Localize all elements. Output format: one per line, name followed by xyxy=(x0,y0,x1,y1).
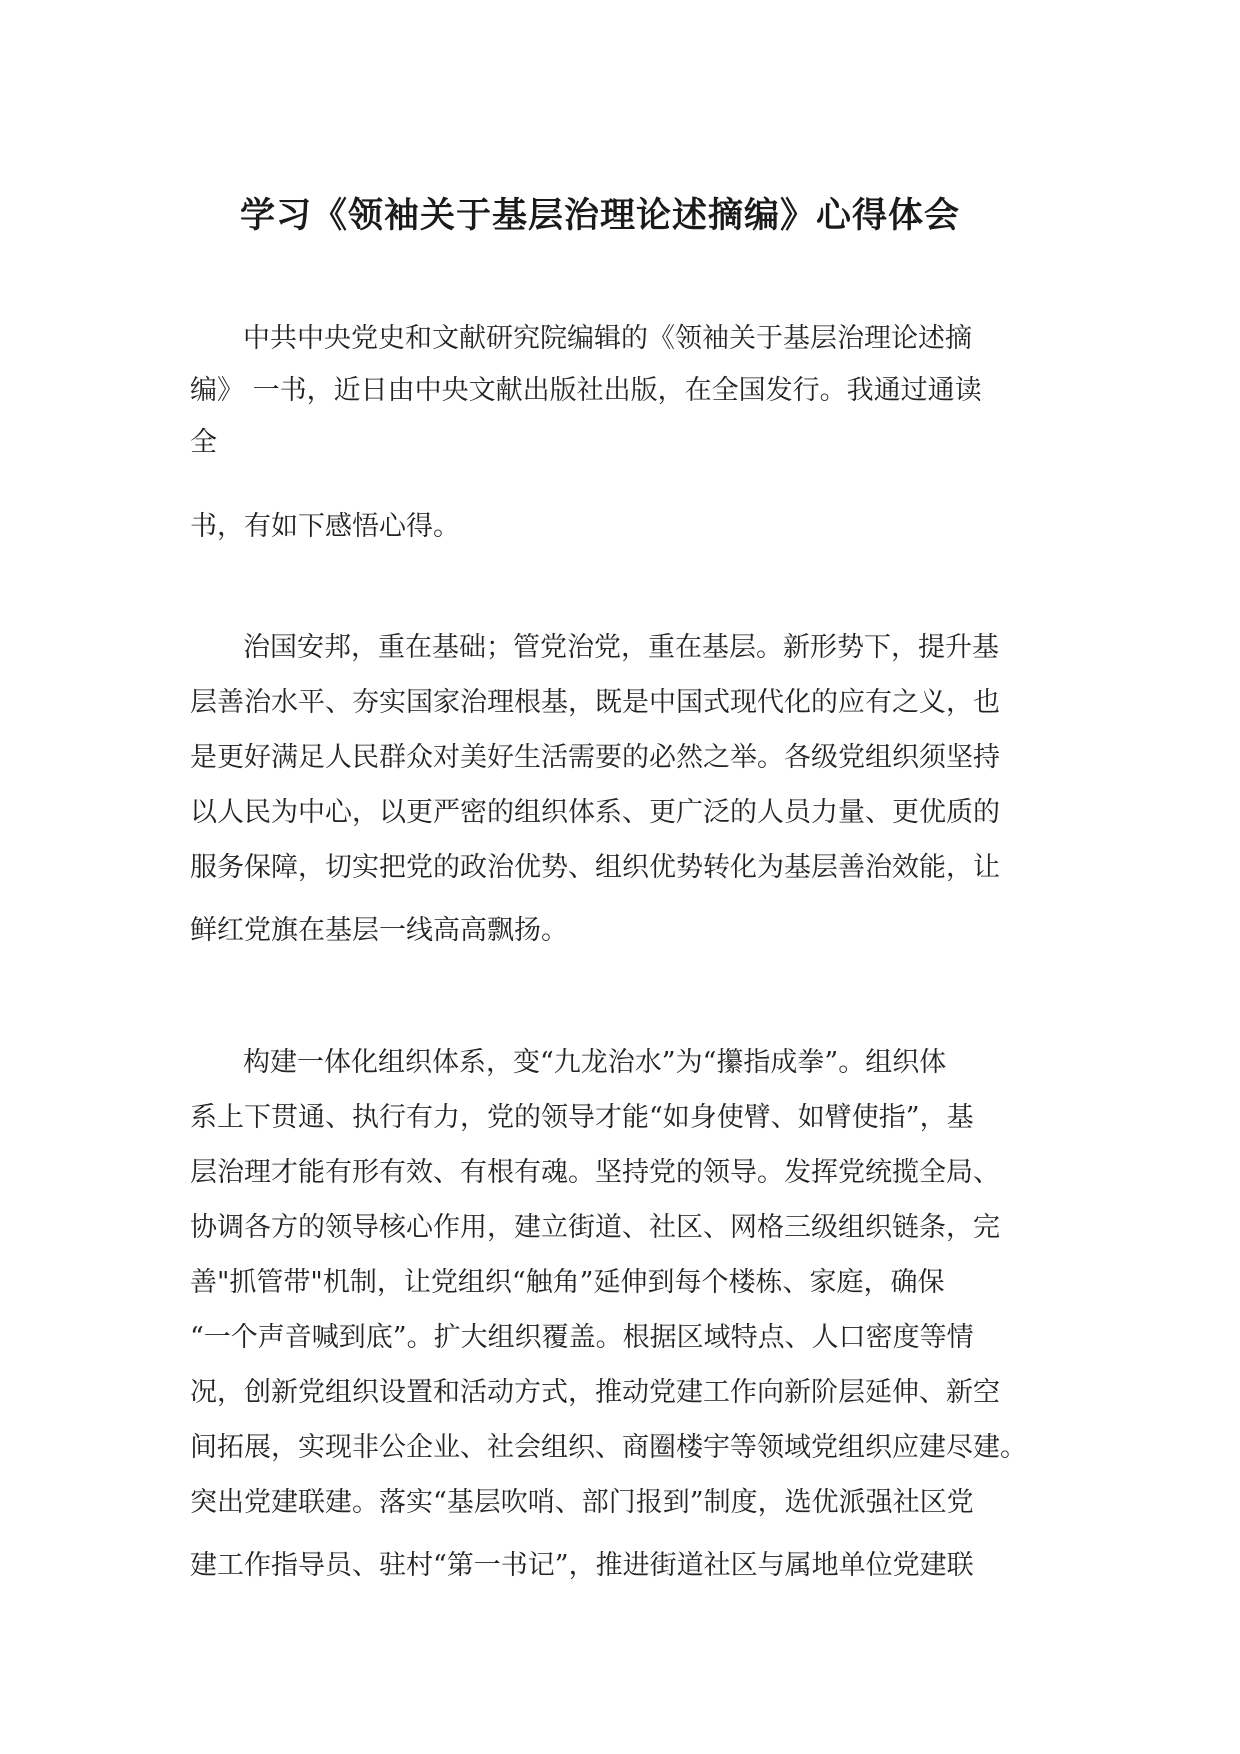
paragraph-3-line-3: 层治理才能有形有效、有根有魂。坚持党的领导。发挥党统揽全局、 xyxy=(190,1157,1000,1188)
paragraph-3-line-2: 系上下贯通、执行有力，党的领导才能“如身使臂、如臂使指”，基 xyxy=(190,1102,974,1133)
paragraph-2-line-1: 治国安邦，重在基础；管党治党，重在基层。新形势下，提升基 xyxy=(243,632,999,663)
paragraph-2-line-3: 是更好满足人民群众对美好生活需要的必然之举。各级党组织须坚持 xyxy=(190,742,1000,773)
paragraph-1-line-1: 中共中央党史和文献研究院编辑的《领袖关于基层治理论述摘 xyxy=(243,323,972,354)
paragraph-2-line-5: 服务保障，切实把党的政治优势、组织优势转化为基层善治效能，让 xyxy=(190,852,1000,883)
paragraph-3-line-10: 建工作指导员、驻村“第一书记”，推进街道社区与属地单位党建联 xyxy=(190,1550,974,1581)
paragraph-3-line-8: 间拓展，实现非公企业、社会组织、商圈楼宇等领域党组织应建尽建。 xyxy=(190,1432,1027,1463)
paragraph-2-line-6: 鲜红党旗在基层一线高高飘扬。 xyxy=(190,915,568,946)
document-title: 学习《领袖关于基层治理论述摘编》心得体会 xyxy=(239,196,960,236)
paragraph-1-line-2: 编》 一书，近日由中央文献出版社出版，在全国发行。我通过通读 xyxy=(190,375,982,406)
paragraph-3-line-5: 善"抓管带"机制，让党组织“触角”延伸到每个楼栋、家庭，确保 xyxy=(190,1267,945,1298)
paragraph-1-line-4: 书，有如下感悟心得。 xyxy=(190,511,460,542)
paragraph-2-line-4: 以人民为中心，以更严密的组织体系、更广泛的人员力量、更优质的 xyxy=(190,797,1000,828)
paragraph-2-line-2: 层善治水平、夯实国家治理根基，既是中国式现代化的应有之义，也 xyxy=(190,687,1000,718)
paragraph-3-line-4: 协调各方的领导核心作用，建立街道、社区、网格三级组织链条，完 xyxy=(190,1212,1000,1243)
paragraph-3-line-6: “一个声音喊到底”。扩大组织覆盖。根据区域特点、人口密度等情 xyxy=(190,1322,974,1353)
paragraph-1-line-3: 全 xyxy=(190,427,217,458)
paragraph-3-line-1: 构建一体化组织体系，变“九龙治水”为“攥指成拳”。组织体 xyxy=(243,1047,947,1078)
paragraph-3-line-7: 况，创新党组织设置和活动方式，推动党建工作向新阶层延伸、新空 xyxy=(190,1377,1000,1408)
paragraph-3-line-9: 突出党建联建。落实“基层吹哨、部门报到”制度，选优派强社区党 xyxy=(190,1487,974,1518)
